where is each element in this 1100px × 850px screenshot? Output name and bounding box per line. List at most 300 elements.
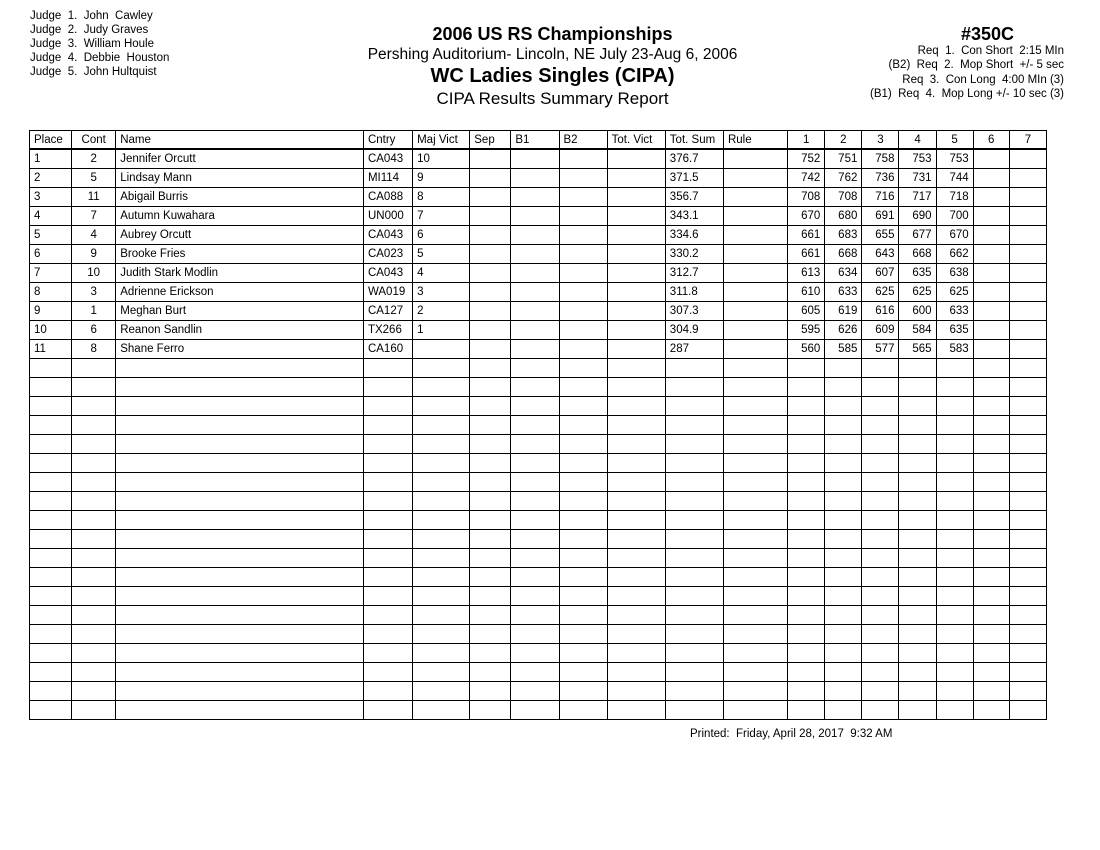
cell-j7: [1009, 226, 1046, 245]
empty-cell: [559, 473, 607, 492]
empty-cell: [363, 682, 412, 701]
column-header-place: Place: [30, 131, 72, 150]
table-row: [30, 264, 1047, 283]
empty-cell: [825, 359, 862, 378]
column-header-tot-vict: Tot. Vict: [607, 131, 665, 150]
cell-rule: [723, 283, 787, 302]
empty-cell: [1009, 473, 1046, 492]
empty-cell: [899, 473, 936, 492]
cell-name: Autumn Kuwahara: [116, 207, 364, 226]
cell-j4: 584: [899, 321, 936, 340]
empty-cell: [825, 378, 862, 397]
cell-rule: [723, 340, 787, 359]
empty-cell: [511, 416, 559, 435]
table-header-row: [30, 131, 1047, 150]
cell-j2: 634: [825, 264, 862, 283]
empty-cell: [363, 416, 412, 435]
cell-sep: [470, 283, 511, 302]
cell-place: 11: [30, 340, 72, 359]
empty-cell: [788, 568, 825, 587]
empty-cell: [116, 549, 364, 568]
empty-cell: [936, 492, 973, 511]
cell-name: Meghan Burt: [116, 302, 364, 321]
empty-cell: [973, 606, 1009, 625]
empty-cell: [363, 663, 412, 682]
cell-cont: 2: [72, 149, 116, 169]
cell-b1: [511, 188, 559, 207]
empty-cell: [470, 701, 511, 720]
cell-j2: 708: [825, 188, 862, 207]
cell-b2: [559, 283, 607, 302]
empty-row: [30, 397, 1047, 416]
cell-j5: 638: [936, 264, 973, 283]
empty-cell: [665, 549, 723, 568]
empty-cell: [665, 454, 723, 473]
empty-cell: [470, 397, 511, 416]
empty-cell: [116, 359, 364, 378]
empty-cell: [825, 682, 862, 701]
empty-cell: [607, 435, 665, 454]
empty-cell: [72, 473, 116, 492]
empty-cell: [825, 416, 862, 435]
cell-cntry: CA043: [363, 226, 412, 245]
empty-cell: [788, 473, 825, 492]
empty-cell: [511, 587, 559, 606]
empty-cell: [72, 663, 116, 682]
empty-cell: [665, 378, 723, 397]
cell-b1: [511, 264, 559, 283]
empty-cell: [665, 492, 723, 511]
empty-cell: [825, 473, 862, 492]
cell-j5: 718: [936, 188, 973, 207]
cell-j1: 708: [788, 188, 825, 207]
cell-j3: 609: [862, 321, 899, 340]
empty-cell: [559, 625, 607, 644]
cell-j7: [1009, 283, 1046, 302]
empty-cell: [788, 682, 825, 701]
cell-b1: [511, 340, 559, 359]
empty-cell: [723, 473, 787, 492]
empty-cell: [936, 625, 973, 644]
cell-j7: [1009, 245, 1046, 264]
empty-cell: [72, 492, 116, 511]
empty-cell: [607, 416, 665, 435]
empty-cell: [116, 625, 364, 644]
table-row: [30, 149, 1047, 169]
cell-b2: [559, 188, 607, 207]
empty-cell: [607, 644, 665, 663]
empty-cell: [413, 530, 470, 549]
empty-cell: [973, 682, 1009, 701]
empty-cell: [30, 511, 72, 530]
cell-j6: [973, 188, 1009, 207]
cell-j6: [973, 245, 1009, 264]
cell-tot-vict: [607, 321, 665, 340]
empty-cell: [413, 397, 470, 416]
empty-cell: [862, 663, 899, 682]
empty-cell: [30, 644, 72, 663]
empty-cell: [899, 663, 936, 682]
empty-cell: [862, 625, 899, 644]
empty-cell: [665, 587, 723, 606]
cell-place: 6: [30, 245, 72, 264]
cell-tot-vict: [607, 340, 665, 359]
empty-cell: [607, 397, 665, 416]
cell-cntry: CA043: [363, 264, 412, 283]
cell-rule: [723, 264, 787, 283]
cell-j7: [1009, 207, 1046, 226]
empty-cell: [413, 663, 470, 682]
cell-j2: 585: [825, 340, 862, 359]
cell-maj-vict: 10: [413, 149, 470, 169]
empty-cell: [788, 511, 825, 530]
empty-cell: [862, 587, 899, 606]
empty-cell: [899, 682, 936, 701]
empty-row: [30, 378, 1047, 397]
empty-cell: [665, 568, 723, 587]
cell-j1: 661: [788, 226, 825, 245]
empty-cell: [72, 511, 116, 530]
empty-cell: [723, 625, 787, 644]
empty-cell: [511, 530, 559, 549]
table-row: [30, 321, 1047, 340]
empty-cell: [723, 549, 787, 568]
empty-cell: [511, 473, 559, 492]
empty-cell: [363, 530, 412, 549]
empty-cell: [936, 568, 973, 587]
empty-cell: [363, 435, 412, 454]
cell-sep: [470, 245, 511, 264]
cell-j5: 625: [936, 283, 973, 302]
empty-cell: [788, 492, 825, 511]
empty-cell: [973, 549, 1009, 568]
empty-cell: [936, 587, 973, 606]
empty-cell: [862, 473, 899, 492]
cell-j2: 683: [825, 226, 862, 245]
empty-cell: [862, 359, 899, 378]
empty-cell: [788, 644, 825, 663]
empty-cell: [862, 606, 899, 625]
table-row: [30, 283, 1047, 302]
cell-cntry: CA127: [363, 302, 412, 321]
cell-j6: [973, 149, 1009, 169]
empty-cell: [559, 492, 607, 511]
empty-cell: [936, 606, 973, 625]
empty-cell: [116, 587, 364, 606]
empty-cell: [1009, 397, 1046, 416]
empty-cell: [788, 587, 825, 606]
empty-cell: [825, 511, 862, 530]
empty-cell: [1009, 378, 1046, 397]
empty-row: [30, 549, 1047, 568]
empty-cell: [825, 397, 862, 416]
cell-tot-vict: [607, 264, 665, 283]
cell-j5: 700: [936, 207, 973, 226]
cell-place: 9: [30, 302, 72, 321]
cell-j3: 607: [862, 264, 899, 283]
empty-cell: [1009, 587, 1046, 606]
cell-j7: [1009, 188, 1046, 207]
cell-b2: [559, 264, 607, 283]
empty-cell: [470, 663, 511, 682]
empty-cell: [973, 397, 1009, 416]
empty-cell: [470, 587, 511, 606]
empty-cell: [862, 397, 899, 416]
empty-cell: [413, 682, 470, 701]
cell-rule: [723, 321, 787, 340]
empty-row: [30, 682, 1047, 701]
empty-cell: [1009, 454, 1046, 473]
empty-cell: [363, 473, 412, 492]
empty-cell: [559, 549, 607, 568]
empty-cell: [72, 606, 116, 625]
empty-cell: [788, 397, 825, 416]
cell-j4: 731: [899, 169, 936, 188]
empty-cell: [899, 359, 936, 378]
cell-cont: 7: [72, 207, 116, 226]
empty-cell: [973, 492, 1009, 511]
empty-cell: [72, 568, 116, 587]
column-header-j3: 3: [862, 131, 899, 150]
column-header-cont: Cont: [72, 131, 116, 150]
empty-cell: [723, 378, 787, 397]
empty-cell: [116, 416, 364, 435]
empty-cell: [470, 568, 511, 587]
empty-cell: [72, 701, 116, 720]
empty-cell: [973, 416, 1009, 435]
empty-cell: [862, 682, 899, 701]
column-header-cntry: Cntry: [363, 131, 412, 150]
empty-cell: [72, 397, 116, 416]
cell-cont: 10: [72, 264, 116, 283]
cell-j7: [1009, 264, 1046, 283]
cell-cont: 6: [72, 321, 116, 340]
cell-b1: [511, 226, 559, 245]
cell-j1: 670: [788, 207, 825, 226]
empty-cell: [72, 359, 116, 378]
empty-cell: [723, 568, 787, 587]
empty-cell: [363, 625, 412, 644]
empty-cell: [973, 663, 1009, 682]
cell-name: Aubrey Orcutt: [116, 226, 364, 245]
column-header-rule: Rule: [723, 131, 787, 150]
empty-cell: [72, 378, 116, 397]
cell-rule: [723, 207, 787, 226]
empty-cell: [116, 606, 364, 625]
empty-cell: [899, 644, 936, 663]
cell-place: 2: [30, 169, 72, 188]
judge-entry: Judge 3. William Houle: [30, 38, 154, 50]
empty-cell: [862, 549, 899, 568]
empty-cell: [559, 416, 607, 435]
cell-sep: [470, 340, 511, 359]
empty-cell: [607, 701, 665, 720]
empty-cell: [665, 359, 723, 378]
empty-cell: [511, 606, 559, 625]
empty-row: [30, 454, 1047, 473]
empty-cell: [363, 397, 412, 416]
empty-cell: [825, 530, 862, 549]
empty-cell: [825, 568, 862, 587]
empty-cell: [116, 378, 364, 397]
empty-cell: [788, 454, 825, 473]
empty-cell: [413, 492, 470, 511]
empty-cell: [936, 682, 973, 701]
cell-j1: 752: [788, 149, 825, 169]
cell-j2: 762: [825, 169, 862, 188]
empty-cell: [116, 454, 364, 473]
empty-cell: [116, 644, 364, 663]
cell-j7: [1009, 149, 1046, 169]
cell-maj-vict: 8: [413, 188, 470, 207]
table-row: [30, 207, 1047, 226]
table-row: [30, 340, 1047, 359]
empty-row: [30, 530, 1047, 549]
empty-cell: [825, 644, 862, 663]
cell-b1: [511, 169, 559, 188]
requirement-entry: Req 1. Con Short 2:15 MIn: [917, 45, 1064, 57]
empty-row: [30, 644, 1047, 663]
column-header-maj-vict: Maj Vict: [413, 131, 470, 150]
cell-j5: 633: [936, 302, 973, 321]
empty-cell: [72, 435, 116, 454]
column-header-b2: B2: [559, 131, 607, 150]
cell-j3: 616: [862, 302, 899, 321]
empty-cell: [936, 397, 973, 416]
empty-cell: [413, 625, 470, 644]
empty-cell: [470, 454, 511, 473]
table-body: [30, 149, 1047, 720]
cell-tot-sum: 356.7: [665, 188, 723, 207]
empty-cell: [72, 644, 116, 663]
event-title: WC Ladies Singles (CIPA): [430, 65, 675, 87]
empty-cell: [363, 454, 412, 473]
cell-j6: [973, 321, 1009, 340]
cell-sep: [470, 226, 511, 245]
empty-cell: [1009, 644, 1046, 663]
table-row: [30, 169, 1047, 188]
cell-place: 10: [30, 321, 72, 340]
cell-tot-vict: [607, 283, 665, 302]
empty-cell: [788, 416, 825, 435]
empty-row: [30, 606, 1047, 625]
empty-cell: [413, 606, 470, 625]
event-number: #350C: [961, 24, 1015, 44]
cell-j6: [973, 302, 1009, 321]
empty-cell: [30, 701, 72, 720]
cell-j7: [1009, 169, 1046, 188]
cell-j1: 613: [788, 264, 825, 283]
empty-cell: [470, 492, 511, 511]
cell-j5: 635: [936, 321, 973, 340]
table-row: [30, 188, 1047, 207]
cell-j4: 565: [899, 340, 936, 359]
empty-cell: [1009, 492, 1046, 511]
empty-cell: [413, 416, 470, 435]
empty-cell: [723, 606, 787, 625]
empty-cell: [470, 511, 511, 530]
cell-cont: 3: [72, 283, 116, 302]
empty-cell: [30, 473, 72, 492]
empty-cell: [973, 625, 1009, 644]
empty-cell: [363, 644, 412, 663]
cell-tot-sum: 371.5: [665, 169, 723, 188]
cell-sep: [470, 302, 511, 321]
empty-cell: [825, 435, 862, 454]
empty-cell: [723, 701, 787, 720]
empty-cell: [511, 397, 559, 416]
empty-cell: [665, 625, 723, 644]
empty-cell: [899, 568, 936, 587]
empty-cell: [936, 359, 973, 378]
empty-cell: [825, 492, 862, 511]
empty-cell: [470, 435, 511, 454]
cell-tot-vict: [607, 226, 665, 245]
empty-cell: [723, 454, 787, 473]
column-header-j2: 2: [825, 131, 862, 150]
empty-cell: [723, 530, 787, 549]
cell-j6: [973, 207, 1009, 226]
cell-b2: [559, 340, 607, 359]
empty-cell: [607, 473, 665, 492]
table-row: [30, 302, 1047, 321]
empty-cell: [899, 530, 936, 549]
report-title: CIPA Results Summary Report: [436, 89, 669, 108]
empty-cell: [899, 378, 936, 397]
cell-place: 8: [30, 283, 72, 302]
empty-cell: [723, 359, 787, 378]
empty-cell: [511, 682, 559, 701]
empty-cell: [413, 359, 470, 378]
cell-b1: [511, 245, 559, 264]
cell-b1: [511, 283, 559, 302]
printed-timestamp: Printed: Friday, April 28, 2017 9:32 AM: [690, 728, 893, 740]
cell-j6: [973, 264, 1009, 283]
cell-tot-vict: [607, 302, 665, 321]
empty-cell: [723, 416, 787, 435]
cell-j5: 662: [936, 245, 973, 264]
cell-j4: 717: [899, 188, 936, 207]
cell-sep: [470, 169, 511, 188]
empty-cell: [936, 511, 973, 530]
empty-cell: [665, 435, 723, 454]
cell-j3: 691: [862, 207, 899, 226]
empty-cell: [899, 435, 936, 454]
empty-cell: [1009, 416, 1046, 435]
empty-cell: [1009, 359, 1046, 378]
empty-cell: [559, 397, 607, 416]
cell-name: Lindsay Mann: [116, 169, 364, 188]
empty-cell: [723, 682, 787, 701]
cell-j7: [1009, 302, 1046, 321]
empty-cell: [862, 492, 899, 511]
empty-cell: [825, 663, 862, 682]
cell-j4: 600: [899, 302, 936, 321]
cell-j7: [1009, 340, 1046, 359]
results-table: [29, 130, 1047, 720]
empty-cell: [30, 606, 72, 625]
empty-cell: [30, 397, 72, 416]
empty-cell: [511, 568, 559, 587]
cell-cont: 5: [72, 169, 116, 188]
cell-j1: 661: [788, 245, 825, 264]
empty-cell: [825, 606, 862, 625]
empty-cell: [470, 625, 511, 644]
column-header-b1: B1: [511, 131, 559, 150]
cell-cntry: CA023: [363, 245, 412, 264]
empty-cell: [511, 625, 559, 644]
empty-cell: [72, 416, 116, 435]
